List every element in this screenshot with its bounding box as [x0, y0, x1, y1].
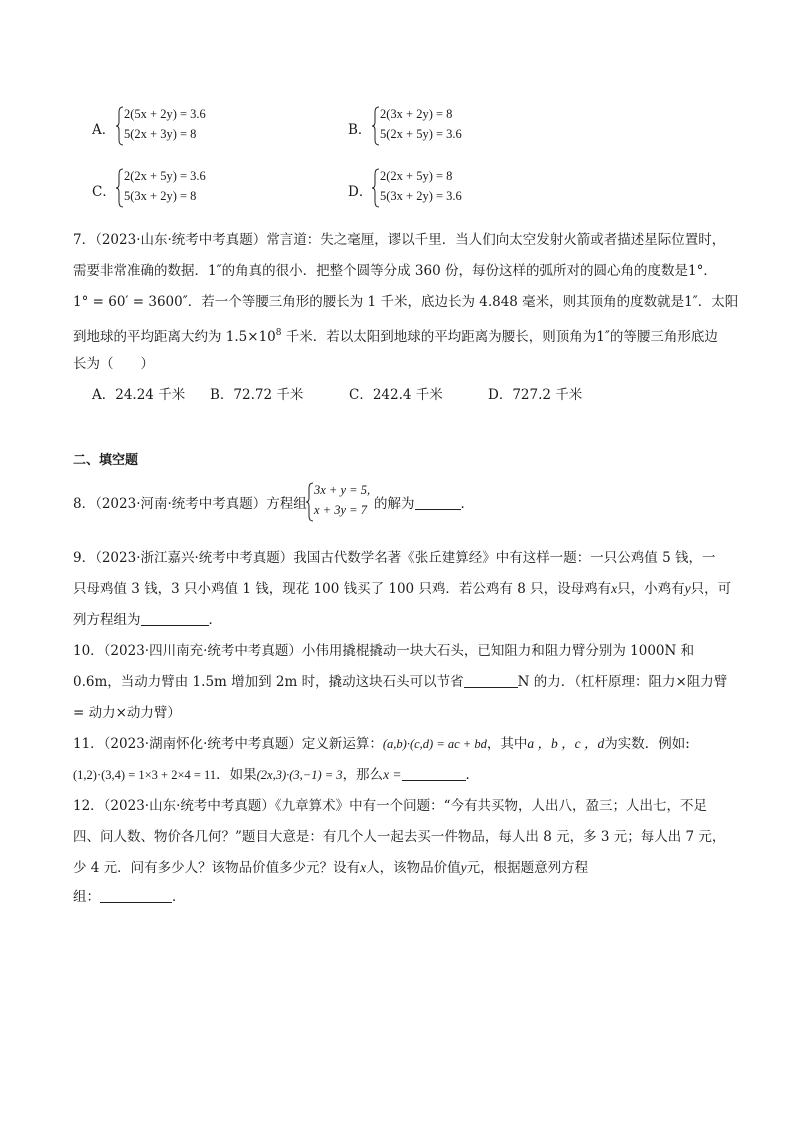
text-segment: 11．（2023·湖南怀化·统考中考真题）定义新运算：: [73, 736, 383, 752]
equation: 5(3x + 2y) = 3.6: [380, 189, 462, 203]
variable: y: [460, 860, 467, 875]
text-segment: N 的力．（杠杆原理：阻力×阻力臂: [517, 674, 728, 690]
option-d: D．727.2 千米: [488, 387, 583, 403]
option-label: A．: [92, 122, 116, 138]
question-text: 需要非常准确的数据．1″的角真的很小．把整个圆等分成 360 份，每份这样的弧所对的圆心角的度数是1°．: [73, 263, 717, 279]
question-text: [73, 580, 731, 598]
option-a: A．24.24 千米: [92, 387, 186, 403]
text-segment: 只，小鸡有: [617, 581, 685, 597]
option-label: C．: [92, 184, 116, 200]
option-b: B．72.72 千米: [210, 387, 304, 403]
question-text: = 动力×动力臂）: [73, 705, 181, 721]
variable: y: [684, 581, 691, 596]
question-text: 10．（2023·四川南充·统考中考真题）小伟用撬棍撬动一块大石头，已知阻力和阻力臂分别为 1000N 和: [73, 643, 695, 659]
brace-icon: [306, 482, 314, 522]
variable: a ，b ，c ，d: [527, 736, 605, 751]
text-segment: 的解为: [374, 496, 415, 512]
equation: x + 3y = 7: [314, 503, 367, 517]
text-segment: ，其中: [486, 736, 528, 752]
answer-blank[interactable]: [464, 687, 518, 688]
math-expression: (1,2)·(3,4) = 1×3 + 2×4 = 11: [73, 768, 217, 782]
equation: 3x + y = 5,: [314, 483, 371, 497]
text-segment: 只母鸡值 3 钱，3 只小鸡值 1 钱，现花 100 钱买了 100 只鸡．若公鸡有 8 只，设母鸡有: [73, 581, 612, 597]
question-text: [73, 735, 690, 753]
equation: 5(3x + 2y) = 8: [124, 189, 197, 203]
text-segment: 为实数．例如:: [604, 736, 690, 752]
text-segment: ．: [208, 612, 222, 628]
math-expression: (2x,3)·(3,−1) = 3: [256, 768, 343, 782]
question-text: [374, 495, 474, 513]
option-label: B．: [348, 122, 372, 138]
text-segment: 组：: [73, 889, 100, 905]
text-segment: 到地球的平均距离大约为 1.5×10: [73, 329, 276, 345]
brace-icon: [372, 168, 380, 208]
variable: x: [360, 860, 367, 875]
answer-blank[interactable]: [415, 509, 461, 510]
question-text: [73, 859, 588, 877]
option-label: D．: [348, 184, 373, 200]
text-segment: 元，根据题意列方程: [466, 860, 589, 876]
equation: 2(2x + 5y) = 3.6: [124, 169, 206, 183]
text-segment: ，那么: [342, 767, 384, 783]
equation: 2(2x + 5y) = 8: [380, 169, 453, 183]
option-c: C．242.4 千米: [349, 387, 443, 403]
question-text: [73, 324, 718, 346]
question-text: 8．（2023·河南·统考中考真题）方程组: [73, 496, 307, 512]
question-text: 四、问人数、物价各几何？”题目大意是：有几个人一起去买一件物品，每人出 8 元，多 3 元；每人出 7 元，: [73, 829, 726, 845]
equation: 2(3x + 2y) = 8: [380, 107, 453, 121]
text-segment: 千米．若以太阳到地球的平均距离为腰长，则顶角为1″的等腰三角形底边: [281, 329, 718, 345]
text-segment: 列方程组为: [73, 612, 141, 628]
question-text: 长为（ ）: [73, 356, 154, 372]
answer-blank[interactable]: [141, 625, 209, 626]
brace-icon: [372, 106, 380, 146]
brace-icon: [116, 168, 124, 208]
question-text: 12．（2023·山东·统考中考真题）《九章算术》中有一个问题：“今有共买物，人出八，盈三；人出七，不足: [73, 798, 708, 814]
text-segment: ．: [460, 496, 474, 512]
question-text: [73, 888, 186, 906]
equation: 5(2x + 5y) = 3.6: [380, 127, 462, 141]
brace-icon: [116, 106, 124, 146]
answer-blank[interactable]: [402, 780, 466, 781]
question-text: [73, 611, 222, 629]
text-segment: 0.6m，当动力臂由 1.5m 增加到 2m 时，撬动这块石头可以节省: [73, 674, 464, 690]
superscript: 8: [275, 328, 282, 338]
equation: 5(2x + 3y) = 8: [124, 127, 197, 141]
question-text: 9．（2023·浙江嘉兴·统考中考真题）我国古代数学名著《张丘建算经》中有这样一题：一只公鸡值 5 钱，一: [73, 550, 716, 566]
text-segment: 人，该物品价值: [366, 860, 461, 876]
section-heading: 二、填空题: [73, 453, 139, 468]
answer-blank[interactable]: [100, 902, 172, 903]
text-segment: ．: [465, 767, 480, 783]
question-text: 1° = 60′ = 3600″．若一个等腰三角形的腰长为 1 千米，底边长为 4.848 毫米，则其顶角的度数就是1″．太阳: [73, 294, 739, 310]
equation: 2(5x + 2y) = 3.6: [124, 107, 206, 121]
variable: x: [611, 581, 618, 596]
question-text: [73, 766, 479, 784]
question-text: 7．（2023·山东·统考中考真题）常言道：失之毫厘，谬以千里．当人们向太空发射火箭或者描述星际位置时，: [73, 232, 726, 248]
text-segment: ．: [172, 889, 186, 905]
text-segment: 少 4 元．问有多少人？该物品价值多少元？设有: [73, 860, 361, 876]
question-text: [73, 673, 727, 691]
text-segment: 只，可: [690, 581, 732, 597]
math-expression: (a,b)·(c,d) = ac + bd: [382, 737, 487, 751]
variable: x =: [383, 767, 402, 782]
text-segment: ．如果: [216, 767, 257, 783]
